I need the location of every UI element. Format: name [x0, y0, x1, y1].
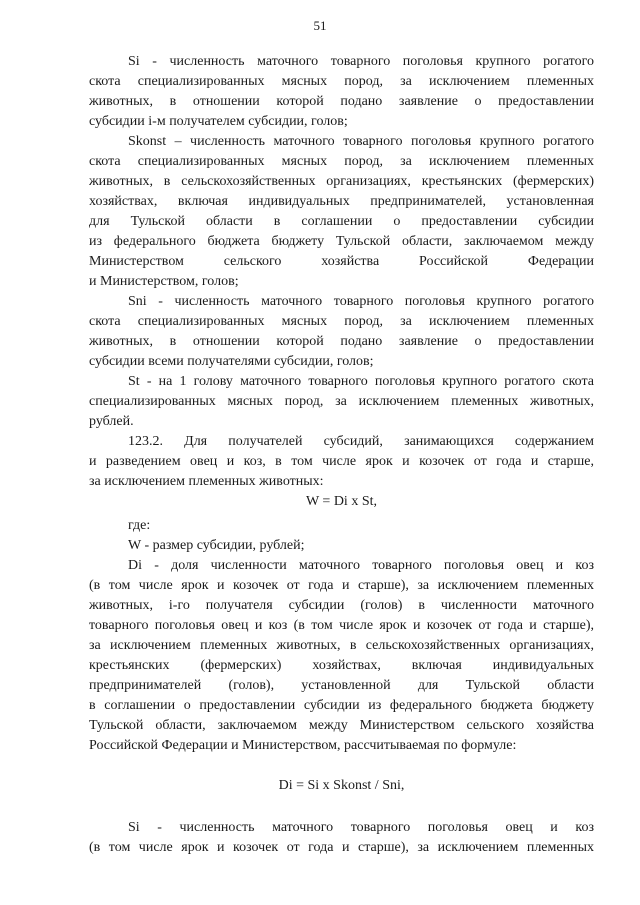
text-line: за исключением племенных животных: [89, 474, 324, 489]
page-number: 51 [313, 18, 327, 33]
text-line: Министерством сельского хозяйства Российской Федерации [89, 254, 594, 269]
text-line: (в том числе ярок и козочек от года и старше), за исключением племенных [89, 578, 594, 593]
text-line: Skonst – численность маточного товарного поголовья крупного рогатого [128, 134, 594, 149]
text-line: в соглашении о предоставлении субсидии из федерального бюджета бюджету [89, 698, 594, 713]
text-line: из федерального бюджета бюджету Тульской области, заключаемом между [89, 234, 594, 249]
text-line: субсидии i-м получателем субсидии, голов; [89, 114, 348, 129]
text-line: товарного поголовья овец и коз (в том числе ярок и козочек от года и старше), [89, 618, 594, 633]
text-line: животных, i-го получателя субсидии (голов) в численности маточного [89, 598, 594, 613]
text-line: хозяйствах, включая индивидуальных предпринимателей, установленная [89, 194, 594, 209]
text-line: скота специализированных мясных пород, за исключением племенных [89, 314, 594, 329]
text-line: Si - численность маточного товарного поголовья крупного рогатого [128, 54, 594, 69]
text-line: и Министерством, голов; [89, 274, 239, 289]
text-line: Di - доля численности маточного товарного поголовья овец и коз [128, 558, 594, 573]
text-line: Sni - численность маточного товарного поголовья крупного рогатого [128, 294, 594, 309]
text-line: животных, в отношении которой подано заявление о предоставлении [89, 334, 594, 349]
text-line: животных, в сельскохозяйственных организациях, крестьянских (фермерских) [89, 174, 594, 189]
text-line: скота специализированных мясных пород, за исключением племенных [89, 154, 594, 169]
text-line: для Тульской области в соглашении о предоставлении субсидии [89, 214, 594, 229]
text-line: рублей. [89, 414, 134, 429]
formula-w: W = Di x St, [305, 494, 378, 509]
text-line: Российской Федерации и Министерством, рассчитываемая по формуле: [89, 738, 517, 753]
text-line: крестьянских (фермерских) хозяйствах, включая индивидуальных [89, 658, 594, 673]
text-line: субсидии всеми получателями субсидии, голов; [89, 354, 374, 369]
text-line: специализированных мясных пород, за исключением племенных животных, [89, 394, 594, 409]
text-line: и разведением овец и коз, в том числе ярок и козочек от года и старше, [89, 454, 594, 469]
text-line: животных, в отношении которой подано заявление о предоставлении [89, 94, 594, 109]
text-line: W - размер субсидии, рублей; [128, 538, 305, 553]
text-line: предпринимателей (голов), установленной для Тульской области [89, 678, 594, 693]
text-line: (в том числе ярок и козочек от года и старше), за исключением племенных [89, 840, 594, 855]
text-line: Si - численность маточного товарного поголовья овец и коз [128, 820, 594, 835]
formula-di: Di = Si x Skonst / Sni, [278, 778, 405, 793]
text-line: скота специализированных мясных пород, за исключением племенных [89, 74, 594, 89]
section-heading-line: 123.2. Для получателей субсидий, занимающихся содержанием [128, 434, 594, 449]
text-line: Тульской области, заключаемом между Министерством сельского хозяйства [89, 718, 594, 733]
text-line: за исключением племенных животных, в сельскохозяйственных организациях, [89, 638, 594, 653]
text-line: St - на 1 голову маточного товарного поголовья крупного рогатого скота [128, 374, 594, 389]
text-line: где: [128, 518, 151, 533]
